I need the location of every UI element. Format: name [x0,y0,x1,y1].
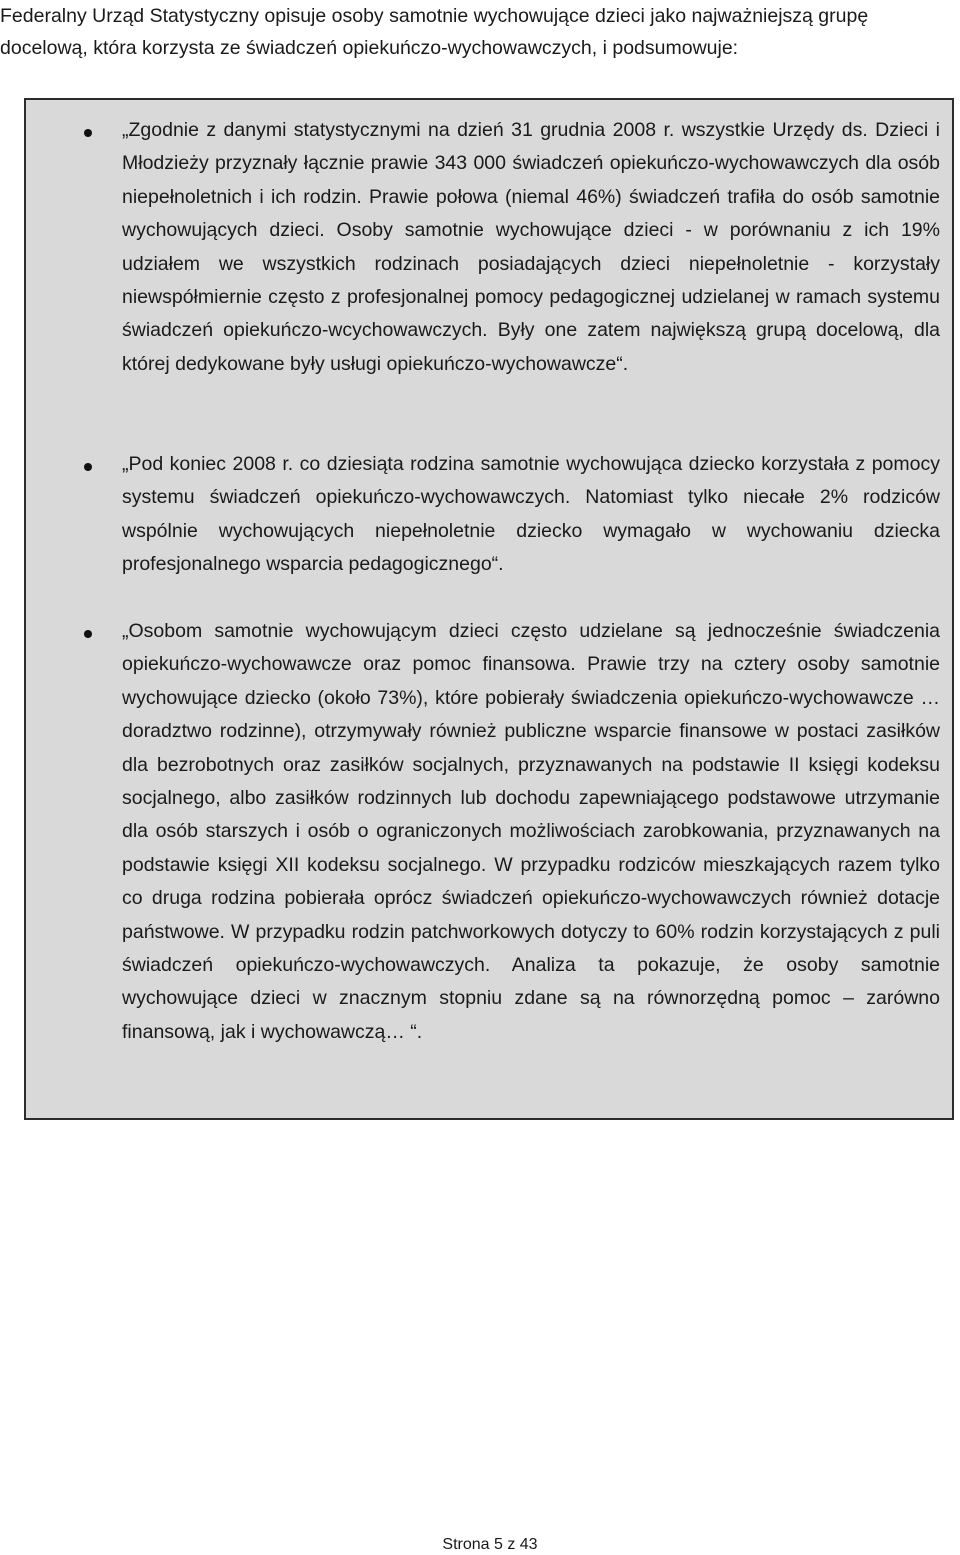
bullet-icon [84,630,92,638]
bullet-icon [84,129,92,137]
intro-line-1: Federalny Urząd Statystyczny opisuje osoby samotnie wychowujące dzieci jako najważniejszą grupę [0,5,869,27]
intro-line-2: docelową, która korzysta ze świadczeń opiekuńczo-wychowawczych, i podsumowuje: [0,37,739,59]
bullet-text-2: „Pod koniec 2008 r. co dziesiąta rodzina samotnie wychowująca dziecko korzystała z pomocy systemu świadczeń opiekuńczo-wychowawczych. Natomiast tylko niecałe 2% rodziców wspólnie wychowujących niepełnoletnie dziecko wymagało w wychowaniu dziecka profesjonalnego wsparcia pedagogicznego“. [122,453,940,576]
page-number: Strona 5 z 43 [442,1536,538,1553]
bullet-icon [84,463,92,471]
quote-box [24,98,954,1120]
bullet-text-1: „Zgodnie z danymi statystycznymi na dzień 31 grudnia 2008 r. wszystkie Urzędy ds. Dzieci i Młodzieży przyznały łącznie prawie 343 000 świadczeń opiekuńczo-wychowawczych dla osób niepełnoletnich i ich rodzin. Prawie połowa (niemal 46%) świadczeń trafiła do osób samotnie wychowujących dzieci. Osoby samotnie wychowujące dzieci - w porównaniu z ich 19% udziałem we wszystkich rodzinach posiadających dzieci niepełnoletnie - korzystały niewspółmiernie często z profesjonalnej pomocy pedagogicznej udzielanej w ramach systemu świadczeń opiekuńczo-wcychowawczych. Były one zatem największą grupą docelową, dla której dedykowane były usługi opiekuńczo-wychowawcze“. [122,119,940,375]
bullet-text-3: „Osobom samotnie wychowującym dzieci często udzielane są jednocześnie świadczenia opiekuńczo-wychowawcze oraz pomoc finansowa. Prawie trzy na cztery osoby samotnie wychowujące dziecko (około 73%), które pobierały świadczenia opiekuńczo-wychowawcze … doradztwo rodzinne), otrzymywały również publiczne wsparcie finansowe w postaci zasiłków dla bezrobotnych oraz zasiłków socjalnych, przyznawanych na podstawie II księgi kodeksu socjalnego, albo zasiłków rodzinnych lub dochodu zapewniającego podstawowe utrzymanie dla osób starszych i osób o ograniczonych możliwościach zarobkowania, przyznawanych na podstawie księgi XII kodeksu socjalnego. W przypadku rodziców mieszkających razem tylko co druga rodzina pobierała oprócz świadczeń opiekuńczo-wychowawczych również dotacje państwowe. W przypadku rodzin patchworkowych dotyczy to 60% rodzin korzystających z puli świadczeń opiekuńczo-wychowawczych. Analiza ta pokazuje, że osoby samotnie wychowujące dzieci w znacznym stopniu zdane są na równorzędną pomoc – zarówno finansową, jak i wychowawczą… “. [122,620,940,1043]
intro-paragraph [0,0,960,64]
